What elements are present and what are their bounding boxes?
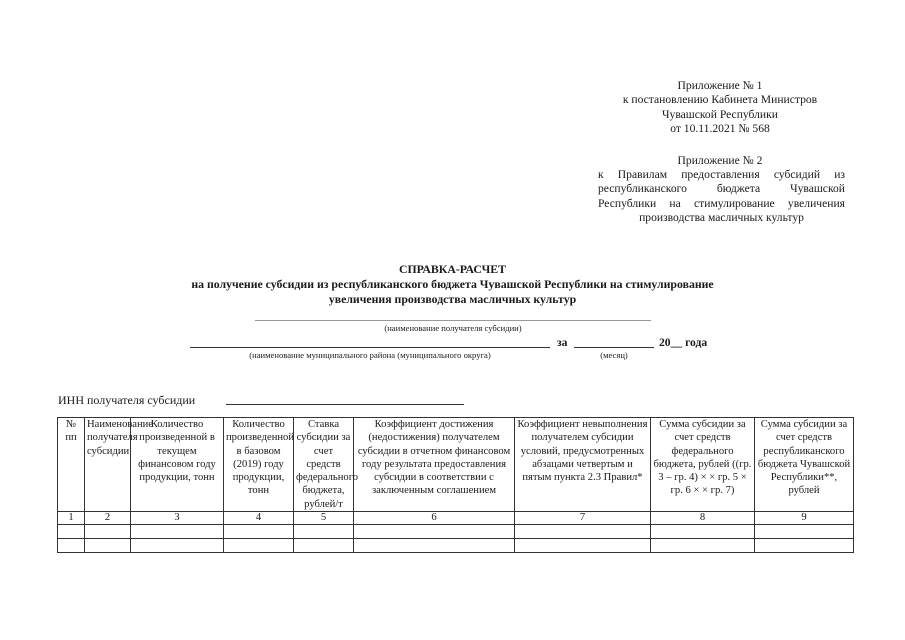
table-cell[interactable] [58,525,85,539]
header-current-production: Количество произведенной в текущем финансовом году продукции, тонн [131,418,224,512]
document-subtitle-line-2: увеличения производства масличных культур [328,292,577,306]
header-federal-sum: Сумма субсидии за счет средств федерального бюджета, рублей ((гр. 3 – гр. 4) × × гр. 5 × гр. 6 × × гр. 7) [651,418,755,512]
table-cell[interactable] [755,539,854,553]
appendix-1-resolution: к постановлению Кабинета Министров [622,93,818,107]
table-cell[interactable] [651,525,755,539]
district-caption: (наименование муниципального района (муниципального округа) [249,350,491,360]
column-number: 9 [755,512,854,525]
district-name-line[interactable] [190,347,550,348]
for-label: за [557,336,568,349]
header-subsidy-rate: Ставка субсидии за счет средств федерального бюджета, рублей/т [294,418,354,512]
table-cell[interactable] [515,525,651,539]
column-number: 3 [131,512,224,525]
header-number: № пп [58,418,85,512]
appendix-1-title: Приложение № 1 [677,79,763,92]
header-nonfulfillment-coefficient: Коэффициент невыполнения получателем субсидии условий, предусмотренных абзацами четвертым и пятым пункта 2.3 Правил* [515,418,651,512]
table-cell[interactable] [294,539,354,553]
table-cell[interactable] [85,539,131,553]
column-number: 4 [224,512,294,525]
table-row [58,539,854,553]
column-number: 8 [651,512,755,525]
header-achievement-coefficient: Коэффициент достижения (недостижения) получателем субсидии в отчетном финансовом году результата предоставления субсидии в соответствии с заключенным соглашением [354,418,515,512]
appendix-2-title: Приложение № 2 [677,154,763,167]
header-recipient-name: Наименование получателя субсидии [85,418,131,512]
month-line[interactable] [574,347,654,348]
header-republic-sum: Сумма субсидии за счет средств республиканского бюджета Чувашской Республики**, рублей [755,418,854,512]
table-cell[interactable] [131,525,224,539]
column-number: 5 [294,512,354,525]
month-caption: (месяц) [600,350,628,360]
table-cell[interactable] [224,525,294,539]
document-title: СПРАВКА-РАСЧЕТ [398,262,507,276]
column-number-row [58,512,854,525]
table-cell[interactable] [651,539,755,553]
column-number: 2 [85,512,131,525]
column-number: 1 [58,512,85,525]
appendix-1-block [575,79,865,136]
table-cell[interactable] [85,525,131,539]
table-cell[interactable] [354,539,515,553]
column-number: 7 [515,512,651,525]
table-cell[interactable] [58,539,85,553]
appendix-2-text: к Правилам предоставления субсидий из республиканского бюджета Чувашской Республики на стимулирование увеличения производства масличных культур [598,168,845,224]
recipient-name-line[interactable] [255,320,651,321]
table-header-row [58,418,854,512]
year-label: 20__ года [659,336,708,349]
header-base-production: Количество произведенной в базовом (2019) году продукции, тонн [224,418,294,512]
recipient-caption: (наименование получателя субсидии) [384,323,522,333]
appendix-1-date: от 10.11.2021 № 568 [670,121,770,135]
document-subtitle-line-1: на получение субсидии из республиканского бюджета Чувашской Республики на стимулирование [191,277,714,291]
table-cell[interactable] [515,539,651,553]
table-cell[interactable] [224,539,294,553]
inn-label: ИНН получателя субсидии [58,393,196,407]
subsidy-calculation-table [57,417,854,553]
table-cell[interactable] [131,539,224,553]
appendix-1-republic: Чувашской Республики [662,107,778,121]
table-cell[interactable] [755,525,854,539]
table-cell[interactable] [354,525,515,539]
table-cell[interactable] [294,525,354,539]
inn-input-line[interactable] [226,404,464,405]
column-number: 6 [354,512,515,525]
table-row [58,525,854,539]
